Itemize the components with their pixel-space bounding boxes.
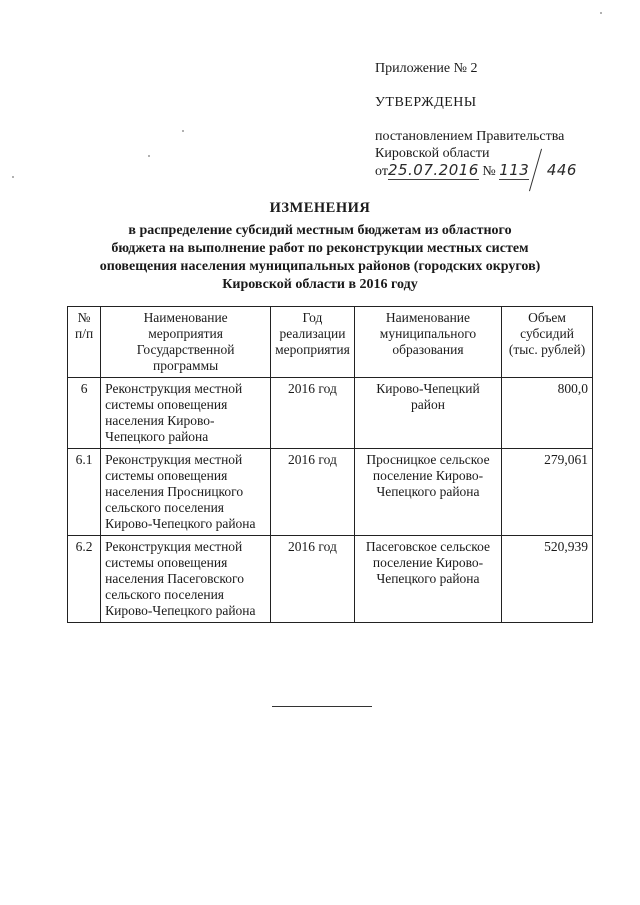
row-amount: 279,061 bbox=[502, 449, 593, 536]
approved-label: УТВЕРЖДЕНЫ bbox=[375, 95, 477, 110]
subsidy-table bbox=[67, 306, 593, 623]
row-number: 6 bbox=[68, 378, 101, 449]
resolution-date-row bbox=[375, 162, 577, 180]
row-year: 2016 год bbox=[271, 378, 355, 449]
row-event: Реконструкция местной системы оповещения населения Просницкого сельского поселения Кирово-Чепецкого района bbox=[101, 449, 271, 536]
header-year: Год реализации мероприятия bbox=[271, 307, 355, 378]
table-row bbox=[68, 536, 593, 623]
row-year: 2016 год bbox=[271, 449, 355, 536]
scan-speck bbox=[182, 130, 184, 132]
header-municipality: Наименование муниципального образования bbox=[354, 307, 501, 378]
row-event: Реконструкция местной системы оповещения населения Пасеговского сельского поселения Кирово-Чепецкого района bbox=[101, 536, 271, 623]
table-row bbox=[68, 449, 593, 536]
document-title: ИЗМЕНЕНИЯ bbox=[269, 200, 371, 216]
number-prefix: № bbox=[482, 164, 496, 179]
table-row bbox=[68, 378, 593, 449]
row-year: 2016 год bbox=[271, 536, 355, 623]
handwritten-date: 25.07.2016 bbox=[387, 161, 479, 179]
scan-speck bbox=[12, 176, 14, 178]
table-header-row bbox=[68, 307, 593, 378]
scan-speck bbox=[148, 155, 150, 157]
title-line-4: Кировской области в 2016 году bbox=[222, 277, 418, 292]
date-prefix: от bbox=[375, 164, 388, 179]
resolution-region: Кировской области bbox=[375, 146, 490, 161]
header-amount: Объем субсидий (тыс. рублей) bbox=[502, 307, 593, 378]
handwritten-number-suffix: 446 bbox=[546, 161, 577, 179]
row-event: Реконструкция местной системы оповещения населения Кирово-Чепецкого района bbox=[101, 378, 271, 449]
header-event: Наименование мероприятия Государственной программы bbox=[101, 307, 271, 378]
header-number: № п/п bbox=[68, 307, 101, 378]
row-municipality: Просницкое сельское поселение Кирово-Чепецкого района bbox=[354, 449, 501, 536]
title-line-2: бюджета на выполнение работ по реконструкции местных систем bbox=[111, 241, 529, 256]
appendix-number: Приложение № 2 bbox=[375, 61, 478, 76]
title-line-1: в распределение субсидий местным бюджетам из областного bbox=[128, 223, 512, 238]
row-amount: 800,0 bbox=[502, 378, 593, 449]
closing-rule bbox=[272, 706, 372, 707]
resolution-authority: постановлением Правительства bbox=[375, 129, 565, 144]
row-municipality: Пасеговское сельское поселение Кирово-Чепецкого района bbox=[354, 536, 501, 623]
row-municipality: Кирово-Чепецкий район bbox=[354, 378, 501, 449]
row-amount: 520,939 bbox=[502, 536, 593, 623]
row-number: 6.1 bbox=[68, 449, 101, 536]
row-number: 6.2 bbox=[68, 536, 101, 623]
scan-speck bbox=[600, 12, 602, 14]
handwritten-number: 113 bbox=[499, 161, 530, 179]
title-line-3: оповещения населения муниципальных районов (городских округов) bbox=[99, 259, 541, 274]
